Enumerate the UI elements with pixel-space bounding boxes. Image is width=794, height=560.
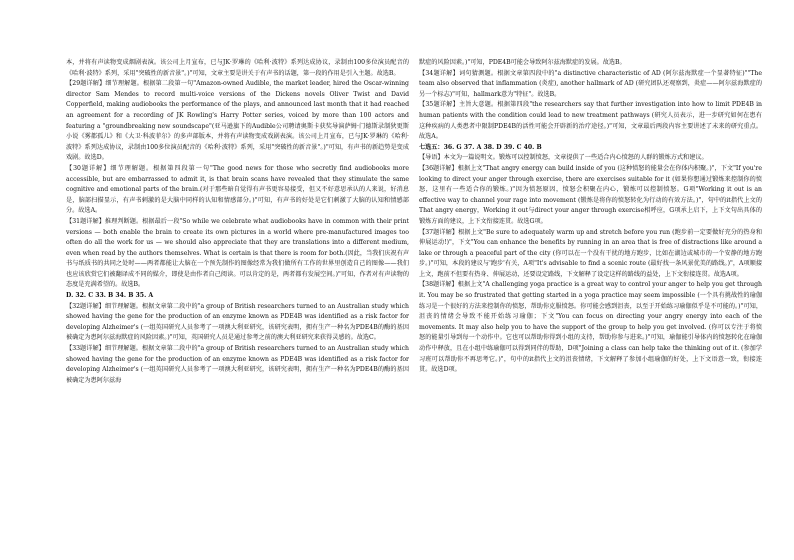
- paragraph: 【30题详解】细节理解题。根据第四段第一句"The good news for those who secretly find audiobooks more accessible, but are embarrassed to admit it, is that brain scans have revealed that they stimulate the same cognitive and emotional parts of the brain.(对于那些暗自觉得有声书更容易接受，但又不好意思承认的人来说，好消息是，脑部扫描显示，有声书刺激的是大脑中同样的认知和情感部分。)"可知，有声书的好处是它们刺激了大脑的认知和情感部分。故选A。: [66, 164, 409, 215]
- paragraph: 【33题详解】细节理解题。根据文章第二段中的"a group of British researchers turned to an Australian study which showed having the gene for the production of an enzyme known as PDE4B was identified as a risk factor for developing Alzheimer's (一组英国研究人员参考了一项澳大利亚研究，该研究表明，拥有生产一种名为PDE4B的酶的基因被确定为患阿尔兹海: [66, 345, 409, 384]
- paragraph: 【37题详解】根据上文"Be sure to adequately warm up and stretch before you run (跑步前一定要做好充分的热身和伸展运动!)"，下文"You can enhance the benefits by running in an area that is free of distractions like around a lake or through a peaceful part of the city (你可以在一个没有干扰的地方跑步，比如在湖边或城市的一个安静的地方跑步。)"可知，本段的建议与'跑步'有关，A项"It's advisable to find a scenic route (最好找一条风景优美的路线。)"，A项顺接上文，跑前不但要有热身、伸展运动，还要设定路线，下文解释了设定这样的路线的益处，上下文衔接连贯。故选A项。: [419, 228, 762, 278]
- right-column: [419, 58, 762, 560]
- paragraph: 【29题详解】细节理解题。根据第二段第一句"Amazon-owned Audible, the market leader, hired the Oscar-winning director Sam Mendes to record multi-voice versions of the Dickens novels Oliver Twist and David Copperfield, making audiobooks the performance of the plays, and announced last month that it had reached an agreement for a recording of JK Rowling's Harry Potter series, voiced by more than 100 actors and featuring a "groundbreaking new soundscape"(亚马逊旗下的Audible公司聘请奥斯卡获奖导演萨姆·门德斯录制狄更斯小说《雾都孤儿》和《大卫·科波菲尔》的多声部版本，并将有声读物变成戏剧表演。该公司上月宣布，已与JK·罗琳的《哈利·波特》系列达成协议，录制由100多位演员配音的《哈利·波特》系列，采用"突破性的新音景"。)"可知，有声书的新趋势是变成戏剧。故选D。: [66, 80, 409, 162]
- paragraph: 本，并将有声读物变成烟剧表演。该公司上月宣布，已与JK·罗琳的《哈利·波特》系列达成协议，录制由100多位演员配音的《哈利·波特》系列，采用"突破性的新音景"。)"可知，文章主要是讲关于有声书的话题，第一段的作用是引入主题。故选B。: [66, 59, 409, 77]
- paragraph: 【35题详解】主旨大意题。根据第四段"the researchers say that further investigation into how to limit PDE4B in human patients with the condition could lead to new treatment pathways (研究人员表示，进一步研究如何在患有这种疾病的人类患者中限制PDE4B的活性可能会开辟新的治疗途径。)"可知，文章最后两段内容主要讲述了未来的研究重点。故选A。: [419, 101, 762, 141]
- paragraph: 【34题详解】词句猜测题。根据文章第四段中的"a distinctive characteristic of AD (阿尔兹海默症一个显著特征)""The team also observed that inflammation (炎症), another hallmark of AD (研究团队还观察到，炎症——阿尔兹海默症的另一个标志)"可知，hallmark意为"特征"。故选B。: [419, 69, 762, 98]
- paragraph: 【32题详解】细节理解题。根据文章第二段中的"a group of British researchers turned to an Australian study which showed having the gene for the production of an enzyme known as PDE4B was identified as a risk factor for developing Alzheimer's (一组英国研究人员参考了一项澳大利亚研究，该研究表明，拥有生产一种名为PDE4B的酶的基因被确定为患阿尔兹海默症的风险因素。)"可知，英国研究人员是通过参考之前的澳大利亚研究来获得灵感的。故选C。: [66, 302, 409, 342]
- paragraph: 【导语】本文为一篇说明文。锻炼可以控制愤怒，文章提供了一些适合内心愤怒的人群的锻炼方式和建议。: [419, 154, 708, 162]
- paragraph: 【31题详解】推理判断题。根据最后一段"So while we celebrate what audiobooks have in common with their print versions — both enable the brain to create its own pictures in a world where pre-manufactured images too often do all the work for us — we should also appreciate that they are translations into a different medium, even when read by the authors themselves. What is certain is that there is room for both.(因此，当我们庆祝有声书与纸质书的共同之处时——两者都能让大脑在一个预先制作的图像经常为我们做所有工作的世界里创造自己的图像——我们也应该欣赏它们被翻译成不同的媒介，即使是由作者自己阅读。可以肯定的是，两者都有发展空间。)"可知，作者对有声读物的态度是充满希望的。故选B。: [66, 217, 409, 289]
- paragraph: 【38题详解】根据上文"A challenging yoga practice is a great way to control your anger to help you get through it. You may be so frustrated that getting started in a yoga practice may seem impossible (一个具有挑战性的瑜伽练习是一个很好的方法来控制你的愤怒，帮助你克服愤怒。你可能会感到沮丧，以至于开始练习瑜伽似乎是不可能的。)"可知，沮丧的情绪会导致不能开始练习瑜伽；下文"You can focus on directing your angry energy into each of the movements. It may also help you to have the support of the group to help you get involved. (你可以专注于将愤怒的能量引导到每一个动作中。它也可以帮助你得到小组的支持，帮助你参与进来。)"可知，瑜伽能引导体内的愤怒转化在瑜伽动作中释放，且在小组中练瑜伽可以得到同伴的帮助，D项"Joining a class can help take the thinking out of it. (参加学习班可以帮助你不再思考它。)"，句中的it指代上文的沮丧情绪，下文解释了参加小组瑜伽的好处，上下文语意一致，衔接连贯。故选D项。: [419, 281, 762, 374]
- answer-key: 七选五：36. G 37. A 38. D 39. C 40. B: [419, 143, 542, 151]
- paragraph: 【36题详解】根据上文"That angry energy can build inside of you (这种愤怒的能量会在你体内积聚。)"，下文"If you're looking to direct your anger through exercise, there are exercises suitable for it (如果你想通过锻炼来控制你的愤怒，这里有一些适合你的锻炼。)"因为愤怒原因，愤怒会积聚在内心，锻炼可以控制愤怒。G项"Working it out is an effective way to channel your rage into movement (锻炼是将你的愤怒转化为行动的有效方法。)"，句中的it指代上文的That angry energy，Working it out与direct your anger through exercise相呼应，G项承上启下，上下文句出具体的锻炼方面的建议，上下文衔接连贯。故选G项。: [419, 164, 762, 225]
- paragraph: 默症的风险因素。)"可知，PDE4B可能会导致阿尔兹海默症的发展。故选B。: [419, 59, 626, 66]
- left-column: [66, 58, 409, 560]
- answer-key: D. 32. C 33. B 34. B 35. A: [66, 292, 154, 300]
